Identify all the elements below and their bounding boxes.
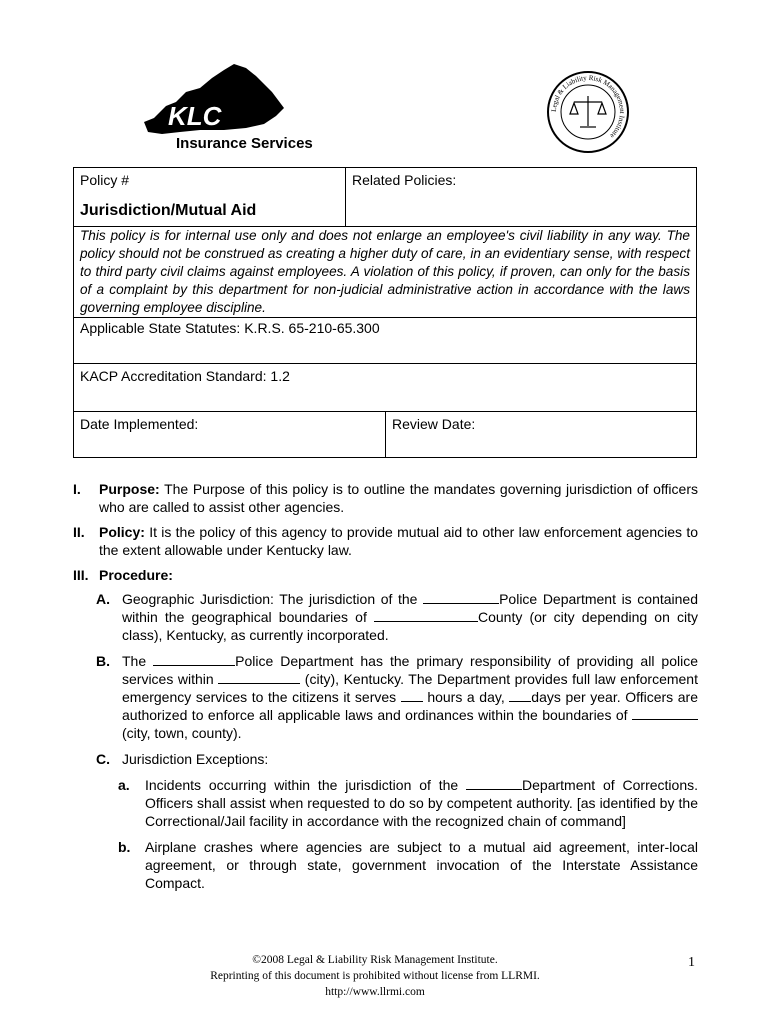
policy-body <box>73 480 698 900</box>
item-text: Jurisdiction Exceptions: <box>122 751 269 767</box>
klc-logo-subtitle: Insurance Services <box>176 135 313 152</box>
applicable-statutes: Applicable State Statutes: K.R.S. 65-210-65.300 <box>74 318 697 364</box>
review-date: Review Date: <box>386 412 697 458</box>
page-footer <box>140 952 610 1000</box>
item-text: Airplane crashes where agencies are subject to a mutual aid agreement, inter-local agreement, or through state, government invocation of the Interstate Assistance Compact. <box>145 839 698 891</box>
blank-line <box>401 689 423 702</box>
section-policy <box>73 523 698 559</box>
item-number: B. <box>96 653 110 669</box>
blank-line <box>632 707 698 720</box>
copyright-line: ©2008 Legal & Liability Risk Management Institute. <box>252 954 498 966</box>
policy-disclaimer: This policy is for internal use only and does not enlarge an employee's civil liability in any way. The policy should not be construed as creating a higher duty of care, in an evidentiary sense, with respect to third party civil claims against employees. A violation of this policy, if proven, can only for the basis of a complaint by this department for non-judicial administrative action in accordance with the laws governing employee discipline. <box>74 227 697 318</box>
exception-item-a <box>73 776 698 830</box>
section-label: Procedure: <box>99 567 173 583</box>
page-number: 1 <box>688 955 695 970</box>
related-policies-cell <box>346 168 697 227</box>
section-number: III. <box>73 567 89 583</box>
item-text: Geographic Jurisdiction: The jurisdiction of the <box>122 591 424 607</box>
blank-line <box>509 689 531 702</box>
procedure-item-c <box>73 750 698 768</box>
section-text: The Purpose of this policy is to outline the mandates governing jurisdiction of officers who are called to assist other agencies. <box>99 481 698 515</box>
policy-number-label: Policy # <box>80 172 130 188</box>
section-number: II. <box>73 524 85 540</box>
policy-number-cell <box>74 168 346 227</box>
item-text: days per year. Officers are authorized to enforce all applicable laws and ordinances within the boundaries of <box>122 689 698 723</box>
blank-line <box>153 653 235 666</box>
procedure-item-b <box>73 652 698 742</box>
klc-logo-text: KLC <box>168 101 222 131</box>
section-label: Policy: <box>99 524 145 540</box>
policy-header-table <box>73 167 697 458</box>
section-purpose <box>73 480 698 516</box>
klc-insurance-logo <box>140 62 340 154</box>
item-text: (city, town, county). <box>122 725 242 741</box>
procedure-item-a <box>73 590 698 644</box>
blank-line <box>423 591 499 604</box>
seal-text: Legal & Liability Risk Management Institute <box>549 73 627 140</box>
section-text: It is the policy of this agency to provide mutual aid to other law enforcement agencies to the extent allowable under Kentucky law. <box>99 524 698 558</box>
section-label: Purpose: <box>99 481 160 497</box>
item-text: Police Department has the primary responsibility of providing all police services within <box>122 653 699 687</box>
item-text: Department of Corrections. Officers shall assist when requested to do so by competent authority. [as identified by the Correctional/Jail facility in accordance with the recognized chain of command] <box>145 777 698 829</box>
item-text: The <box>122 653 154 669</box>
blank-line <box>218 671 300 684</box>
item-number: a. <box>118 777 130 793</box>
related-policies-label: Related Policies: <box>352 172 457 188</box>
item-text: (city), Kentucky. The Department provides full law enforcement emergency services to the citizens it serves <box>122 671 698 705</box>
item-text: hours a day, <box>422 689 510 705</box>
exception-item-b <box>73 838 698 892</box>
item-number: A. <box>96 591 110 607</box>
blank-line <box>374 609 478 622</box>
item-number: b. <box>118 839 131 855</box>
policy-title: Jurisdiction/Mutual Aid <box>80 202 257 219</box>
llrmi-seal <box>546 70 630 154</box>
item-text: Police Department is contained within the geographical boundaries of <box>122 591 698 625</box>
license-notice: Reprinting of this document is prohibited without license from LLRMI. <box>210 970 540 982</box>
item-number: C. <box>96 751 110 767</box>
blank-line <box>466 777 522 790</box>
footer-url: http://www.llrmi.com <box>325 986 425 998</box>
date-implemented: Date Implemented: <box>74 412 386 458</box>
item-text: County (or city depending on city class), Kentucky, as currently incorporated. <box>122 609 698 643</box>
item-text: Incidents occurring within the jurisdiction of the <box>145 777 467 793</box>
section-procedure <box>73 566 698 584</box>
section-number: I. <box>73 481 81 497</box>
kacp-standard: KACP Accreditation Standard: 1.2 <box>74 364 697 412</box>
